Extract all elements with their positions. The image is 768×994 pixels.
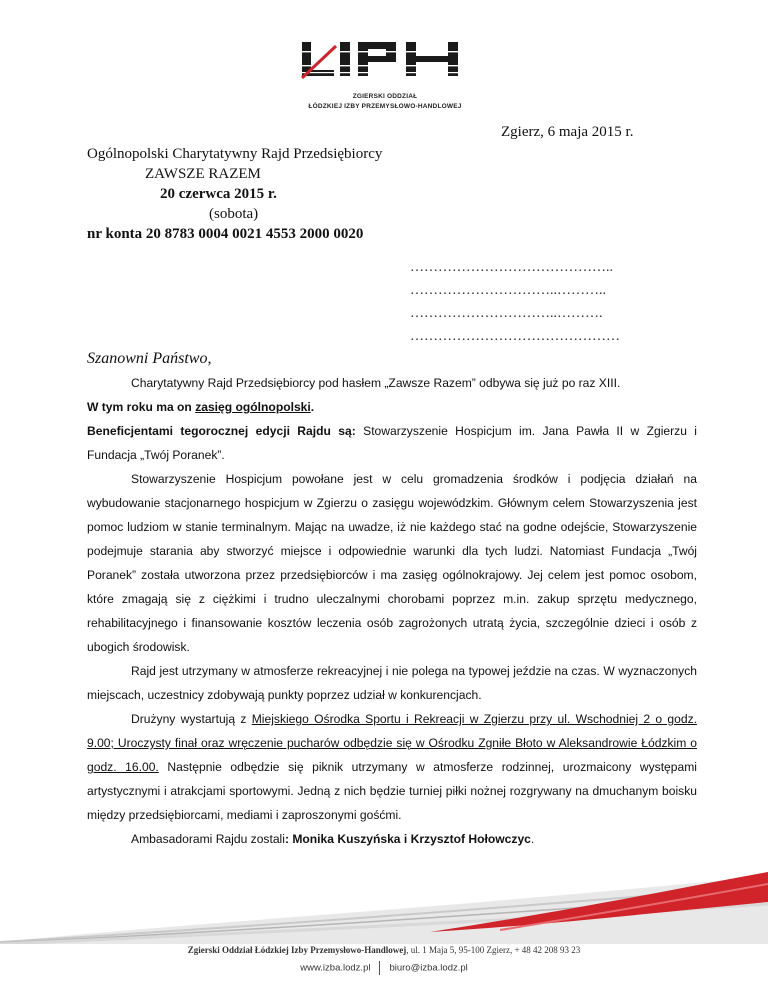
footer-address: Zgierski Oddział Łódzkiej Izby Przemysłowo-Handlowej, ul. 1 Maja 5, 95-100 Zgierz, + 48 42 208 93 23 <box>187 945 581 955</box>
event-title: Ogólnopolski Charytatywny Rajd Przedsiębiorcy <box>87 146 383 162</box>
body-paragraph: Ambasadorami Rajdu zostali: Monika Kuszyńska i Krzysztof Hołowczyc. <box>131 832 535 846</box>
event-weekday: (sobota) <box>209 206 259 222</box>
website-link[interactable]: www.izba.lodz.pl <box>300 962 371 974</box>
decorative-waves <box>0 872 768 944</box>
logo-subtitle <box>270 92 500 112</box>
logo-subtitle-line2: ŁÓDZKIEJ IZBY PRZEMYSŁOWO-HANDLOWEJ <box>308 103 462 110</box>
body-paragraph: Drużyny wystartują z Miejskiego Ośrodka Sportu i Rekreacji w Zgierzu przy ul. Wschodniej 2 o godz. 9.00; Uroczysty finał oraz wręczenie pucharów odbędzie się w Ośrodku Zgniłe Błoto w Aleksandrowie Łódzkim o godz. 16.00. Następnie odbędzie się piknik utrzymany w atmosferze rodzinnej, urozmaicony występami artystycznymi i atrakcjami sportowymi. Jedną z nich będzie turniej piłki nożnej rozgrywany na dmuchanym boisku między przedsiębiorcami, mediami i zaproszonymi gośćmi. <box>87 712 697 822</box>
body-paragraph: Rajd jest utrzymany w atmosferze rekreacyjnej i nie polega na typowej jeździe na czas. W wyznaczonych miejscach, uczestnicy zdobywają punkty poprzez udział w konkurencjach. <box>87 664 697 702</box>
bank-account: nr konta 20 8783 0004 0021 4553 2000 0020 <box>87 226 364 242</box>
body-paragraph: Stowarzyszenie Hospicjum powołane jest w celu gromadzenia środków i podjęcia działań na wybudowanie stacjonarnego hospicjum w Zgierzu o zasięgu wojewódzkim. Głównym celem Stowarzyszenia jest pomoc ludziom w stanie terminalnym. Mając na uwadze, iż nie każdego stać na godne odejście, Stowarzyszenie podejmuje starania aby stworzyć miejsce i odpowiednie warunki dla tych ludzi. Natomiast Fundacja „Twój Poranek” została utworzona przez przedsiębiorców i ma zasięg ogólnokrajowy. Jej celem jest pomoc osobom, które zmagają się z ciężkimi i trudno uleczalnymi chorobami poprzez m.in. zakup sprzętu medycznego, rehabilitacyjnego i finansowanie kosztów leczenia osób zagrożonych utratą życia, szczególnie dzieci i osób z ubogich środowisk. <box>87 472 697 654</box>
event-motto: ZAWSZE RAZEM <box>145 166 261 182</box>
footer-contact <box>0 961 768 975</box>
footer-divider <box>379 961 380 975</box>
address-line: …………………………..……….. <box>410 283 606 298</box>
letter-date: Zgierz, 6 maja 2015 r. <box>501 124 634 140</box>
event-header <box>87 144 382 244</box>
address-line: …………………………………….. <box>410 260 613 275</box>
email-link[interactable]: biuro@izba.lodz.pl <box>389 962 468 974</box>
event-date: 20 czerwca 2015 r. <box>160 186 277 202</box>
body-paragraph: W tym roku ma on zasięg ogólnopolski. <box>87 400 315 414</box>
body-paragraph: Beneficjentami tegorocznej edycji Rajdu są: Stowarzyszenie Hospicjum im. Jana Pawła II w Zgierzu i Fundacja „Twój Poranek”. <box>87 424 697 462</box>
letter-body <box>87 371 697 851</box>
liph-logo <box>300 40 470 80</box>
logo-subtitle-line1: ZGIERSKI ODDZIAŁ <box>352 93 418 100</box>
address-line: ……………………………………… <box>410 329 620 344</box>
greeting: Szanowni Państwo, <box>87 350 212 367</box>
body-paragraph: Charytatywny Rajd Przedsiębiorcy pod hasłem „Zawsze Razem” odbywa się już po raz XIII. <box>131 376 621 390</box>
recipient-address-block <box>410 256 620 348</box>
footer <box>0 945 768 975</box>
address-line: …………………………..………. <box>410 306 603 321</box>
